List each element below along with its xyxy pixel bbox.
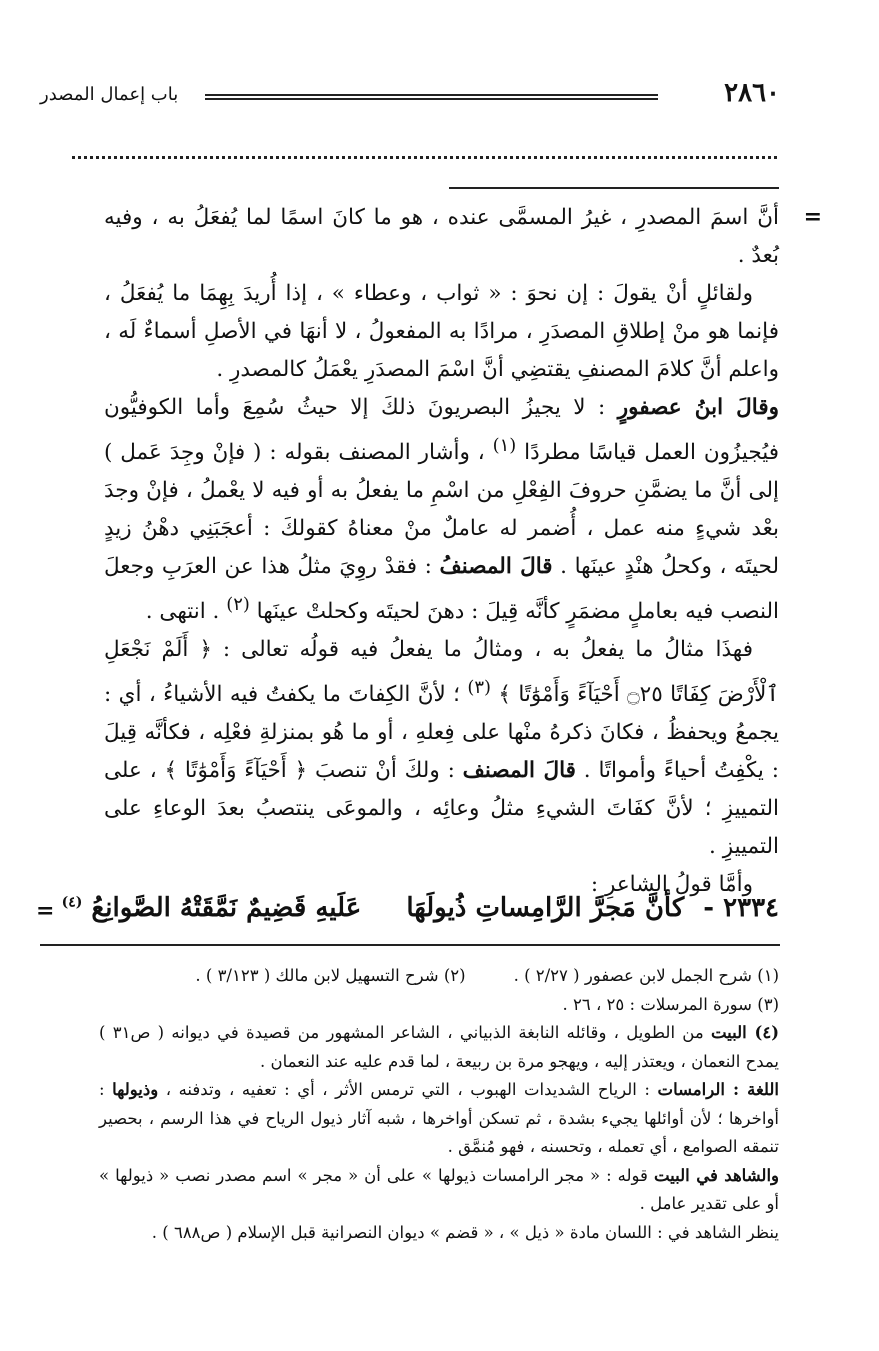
footnote-ref-2: (٢) (226, 594, 250, 616)
paragraph-5: وأمَّا قولُ الشاعرِ : (590, 872, 753, 898)
footnote-1: (١) شرح الجمل لابن عصفور ( ٢/٢٧ ) . (513, 966, 779, 985)
footnote-refs: ينظر الشاهد في : اللسان مادة « ذيل » ، « قضم » ديوان النصرانية قبل الإسلام ( ص٦٨٨ ) . (151, 1222, 779, 1242)
footnote-rule (40, 944, 780, 946)
paragraph-3-d: . انتهى . (145, 599, 227, 625)
page-number: ٢٨٦٠ (724, 78, 780, 108)
dotted-separator (72, 146, 777, 159)
verse-hemistich-2: عَلَيهِ قَضِيمٌ نَمَّقَتْهُ الصَّوانِعُ (91, 893, 362, 923)
continuation-mark: = (803, 204, 822, 230)
footnote-lugha (99, 1076, 779, 1162)
shahid-lead: والشاهد في البيت (653, 1165, 779, 1185)
paragraph-4-c: : ولكَ أنْ تنصبَ ﴿ أَحْيَآءً وَأَمْوَٰتًا ﴾ ، على التمييزِ ؛ لأنَّ كفَاتَ الشيءِ مثلُ وعائِه ، والموعَى ينتصبُ بعدَ الوعاءِ على التمييزِ . (104, 758, 779, 860)
lugha-lead: اللغة : الرامسات (657, 1080, 779, 1099)
header-rule (205, 94, 658, 100)
footnote-ref-4: (٤) (61, 894, 83, 911)
main-text (104, 199, 779, 904)
footnote-row (99, 962, 779, 991)
verse-number: ٢٣٣٤ - (703, 893, 779, 923)
footnote-4-lead: (٤) البيت (710, 1023, 780, 1042)
continuation-rule (449, 187, 779, 189)
lugha-bold: وذيولها (112, 1080, 159, 1099)
paragraph-2: ولقائلٍ أنْ يقولَ : إن نحوَ : « ثواب ، وعطاء » ، إذا أُريدَ بِهِمَا ما يُفعَلُ ، فإنما هو منْ إطلاقِ المصدَرِ ، مرادًا به المفعولُ ، لا أنهَا في الأصلِ أسماءٌ لَه ، واعلم أنَّ كلامَ المصنفِ يقتضِي أنَّ اسْمَ المصدَرِ يعْمَلُ كالمصدرِ . (104, 281, 779, 382)
paragraph-3-c: : فقدْ روِيَ مثلُ هذا عن العرَبِ وجعلَ النصب فيه بعاملٍ مضمَرٍ كأنَّه قِيلَ : دهنَ لحيتَه وكحلتْ عينَها (104, 554, 779, 625)
paragraph-3-lead: وقالَ ابنُ عصفورٍ (617, 395, 780, 420)
continuation-mark-end: = (36, 898, 55, 924)
footnote-4 (99, 1019, 779, 1076)
paragraph-3-b: ، وأشار المصنف بقوله : ( فإنْ وجِدَ عَمل ) إلى أنَّ ما يضمَّنِ حروفَ الفِعْلِ من اسْمِ ما يفعلُ به أو فيه لا يعْملُ ، فإنْ وجدَ بعْد شيءٍ منه عمل ، أُضمر له عاملٌ منْ معناهُ كقولكَ : أعجَبَنِي دهْنُ زيدٍ لحيتَه ، وكحلُ هنْدٍ عينَها . (104, 440, 779, 580)
paragraph-3-a: : لا يجيزُ البصريونَ ذلكَ إلا حيثُ سُمِعَ وأما الكوفيُّون فيُجيزُون العمل قياسًا مطردًا (104, 395, 780, 466)
footnote-ref-1: (١) (492, 435, 517, 456)
paragraph-3-lead-2: قالَ المصنفُ (439, 554, 553, 580)
footnote-shahid (99, 1162, 779, 1219)
poetry-verse (61, 893, 779, 923)
paragraph-4-b: ؛ لأنَّ الكِفاتَ ما يكفتُ فيه الأشياءُ ، أي : يجمعُ ويحفظُ ، فكانَ ذكرهُ منْها على فِعلهِ ، أو ما هُو بمنزلةِ فعْلِه ، فكأنَّه قِيلَ : يكْفِتُ أحياءً وأمواتًا . (104, 682, 779, 784)
running-header (40, 78, 780, 108)
footnotes (99, 962, 779, 1247)
footnote-3: (٣) سورة المرسلات : ٢٥ ، ٢٦ . (562, 994, 779, 1014)
paragraph-4-lead: قالَ المصنف (462, 758, 576, 784)
footnote-2: (٢) شرح التسهيل لابن مالك ( ٣/١٢٣ ) . (195, 966, 466, 985)
chapter-title: باب إعمال المصدر (40, 84, 179, 105)
paragraph-4-a: فهذَا مثالُ ما يفعلُ به ، ومثالُ ما يفعلُ فيه قولُه تعالى : ﴿ أَلَمْ نَجْعَلِ ٱلْأَرْضَ كِفَاتًا ۝٢٥ أَحْيَآءً وَأَمْوَٰتًا ﴾ (104, 637, 779, 708)
shahid-text: قوله : « مجر الرامسات ذيولها » على أن « مجر » اسم مصدر نصب « ذيولها » أو على تقدير عامل . (99, 1165, 779, 1213)
paragraph-3 (104, 389, 779, 631)
paragraph-1: أنَّ اسمَ المصدرِ ، غيرُ المسمَّى عنده ، هو ما كانَ اسمًا لما يُفعَلُ به ، وفيه بُعدٌ . (104, 205, 779, 268)
footnote-4-text: من الطويل ، وقائله النابغة الذبياني ، الشاعر المشهور من قصيدة في ديوانه ( ص٣١ ) يمدح النعمان ، ويعتذر إليه ، ويهجو مرة بن ربيعة ، لما قدم عليه عند النعمان . (99, 1023, 779, 1071)
lugha-text-a: : الرياح الشديدات الهبوب ، التي ترمس الأثر ، أي : تعفيه ، وتدفنه ، (158, 1080, 658, 1099)
footnote-ref-3: (٣) (467, 677, 492, 699)
verse-hemistich-1: كأنَّ مَجرَّ الرَّامِساتِ ذُيولَهَا (406, 893, 685, 923)
paragraph-4 (104, 631, 779, 866)
lugha-text-b: : أواخرها ؛ لأن أوائلها يجيء بشدة ، ثم تسكن أواخرها ، شبه آثار ذيول الرياح في هذا الرسم ، بحصير تنمقه الصوامع ، أي تعمله ، وتحسنه ، فهو مُنمَّق . (99, 1080, 779, 1156)
